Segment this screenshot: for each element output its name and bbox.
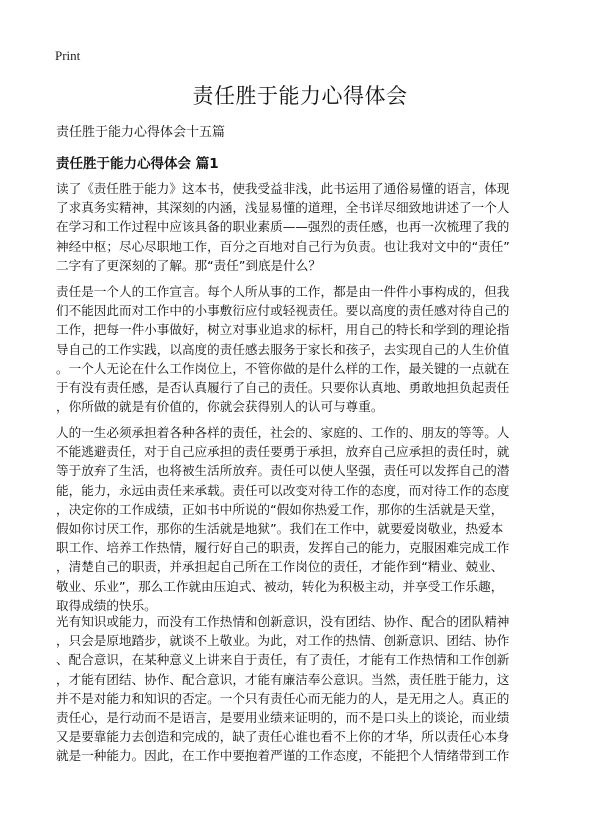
paragraph-line: ，才能有团结、协作、配合意识，才能有廉洁奉公意识。当然，责任胜于能力，这 — [56, 671, 510, 687]
document-subtitle: 责任胜于能力心得体会十五篇 — [56, 125, 226, 140]
paragraph-line: ，只会是原地踏步，就谈不上敬业。为此，对工作的热情、创新意识、团结、协作 — [56, 633, 510, 649]
paragraph-line: ，决定你的工作成绩，正如书中所说的“假如你热爱工作，那你的生活就是天堂， — [56, 501, 504, 517]
paragraph-line: 们不能因此而对工作中的小事敷衍应付或轻视责任。要以高度的责任感对待自己的 — [56, 303, 510, 319]
paragraph-line: 在学习和工作过程中应该具备的职业素质——强烈的责任感，也再一次梳理了我的 — [56, 219, 510, 235]
section-heading: 责任胜于能力心得体会 篇1 — [56, 156, 219, 172]
paragraph-line: 并不是对能力和知识的否定。一个只有责任心而无能力的人，是无用之人。真正的 — [56, 690, 510, 706]
paragraph-line: 导自己的工作实践，以高度的责任感去服务于家长和孩子，去实现自己的人生价值 — [56, 341, 510, 357]
paragraph-line: ，清楚自己的职责，并承担起自己所在工作岗位的责任，才能作到“精业、兢业、 — [56, 559, 504, 575]
paragraph-line: 二字有了更深刻的了解。那“责任”到底是什么？ — [56, 257, 321, 273]
paragraph-line: ，你所做的就是有价值的，你就会获得别人的认可与尊重。 — [56, 399, 384, 415]
paragraph-line: 职工作、培养工作热情，履行好自己的职责，发挥自己的能力，克服困难完成工作 — [56, 540, 510, 556]
paragraph-line: 光有知识或能力，而没有工作热情和创新意识，没有团结、协作、配合的团队精神 — [56, 614, 510, 629]
paragraph-line: 就是一种能力。因此，在工作中要抱着严谨的工作态度，不能把个人情绪带到工作 — [56, 748, 510, 764]
paragraph-line: 、配合意识，在某种意义上讲来自于责任，有了责任，才能有工作热情和工作创新 — [56, 652, 510, 668]
paragraph-line: 了求真务实精神，其深刻的内涵，浅显易懂的道理，全书详尽细致地讲述了一个人 — [56, 200, 510, 216]
paragraph-line: 等于放弃了生活，也将被生活所放弃。责任可以使人坚强，责任可以发挥自己的潜 — [56, 463, 510, 479]
print-link[interactable]: Print — [55, 48, 81, 63]
paragraph-line: 不能逃避责任，对于自己应承担的责任要勇于承担，放弃自己应承担的责任时，就 — [56, 444, 510, 460]
paragraph-line: 又是要靠能力去创造和完成的，缺了责任心谁也看不上你的才华，所以责任心本身 — [56, 729, 510, 745]
paragraph-line: 责任是一个人的工作宣言。每个人所从事的工作，都是由一件件小事构成的，但我 — [56, 284, 510, 299]
paragraph-line: 人的一生必须承担着各种各样的责任，社会的、家庭的、工作的、朋友的等等。人 — [56, 425, 510, 440]
paragraph-line: 。一个人无论在什么工作岗位上，不管你做的是什么样的工作，最关键的一点就在 — [56, 360, 510, 376]
paragraph-line: 取得成绩的快乐。 — [56, 597, 157, 613]
paragraph-line: 于有没有责任感，是否认真履行了自己的责任。只要你认真地、勇敢地担负起责任 — [56, 380, 510, 396]
paragraph-line: 责任心，是行动而不是语言，是要用业绩来证明的，而不是口头上的谈论，而业绩 — [56, 710, 510, 726]
paragraph-line: 假如你讨厌工作，那你的生活就是地狱”。我们在工作中，就要爱岗敬业，热爱本 — [56, 521, 504, 537]
paragraph — [56, 612, 546, 766]
paragraph-line: 敬业、乐业”，那么工作就由压迫式、被动，转化为积极主动，并享受工作乐趣， — [56, 578, 504, 594]
paragraph-line: 工作，把每一件小事做好，树立对事业追求的标杆，用自己的特长和学到的理论指 — [56, 322, 510, 338]
paragraph — [56, 423, 546, 615]
page-title: 责任胜于能力心得体会 — [192, 84, 408, 108]
paragraph-line: 能，能力，永远由责任来承载。责任可以改变对待工作的态度，而对待工作的态度 — [56, 482, 510, 498]
paragraph-line: 读了《责任胜于能力》这本书，使我受益非浅，此书运用了通俗易懂的语言，体现 — [56, 181, 510, 196]
paragraph — [56, 282, 546, 416]
paragraph — [56, 179, 546, 275]
paragraph-line: 神经中枢；尽心尽职地工作，百分之百地对自己行为负责。也让我对文中的“责任” — [56, 238, 510, 254]
